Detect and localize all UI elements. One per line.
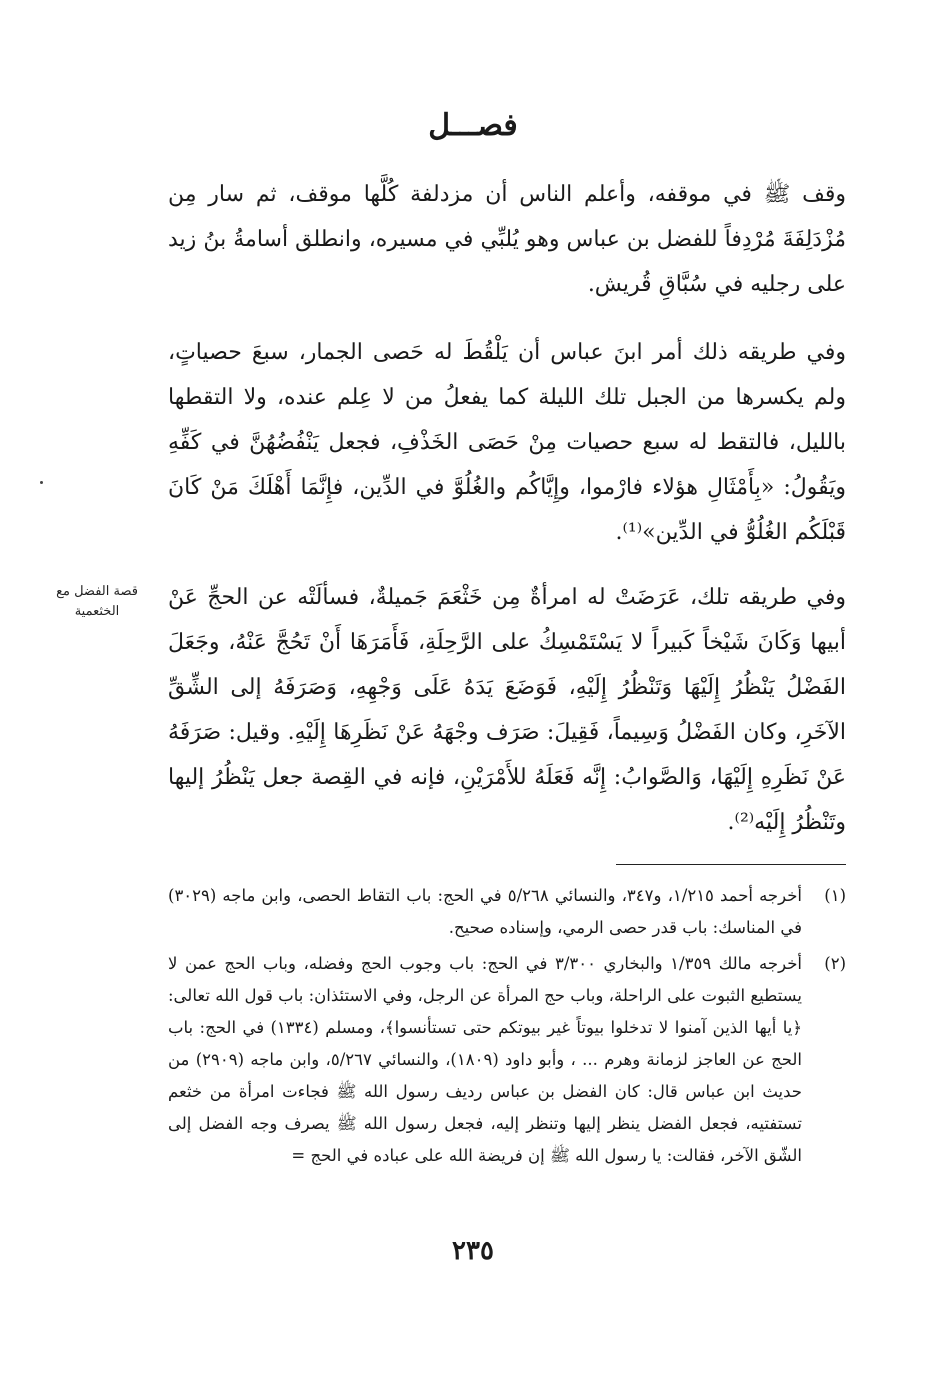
paragraph-standing-at-muzdalifa: وقف ﷺ في موقفه، وأعلم الناس أن مزدلفة كُلَّها موقف، ثم سار مِن مُزْدَلِفَةَ مُرْدِفاً للفضل بن عباس وهو يُلبِّي في مسيره، وانطلق أسامةُ بنُ زيد على رجليه في سُبَّاقِ قُريش.: [168, 182, 846, 297]
footnote: [168, 880, 846, 944]
paragraph-khathamiya-woman: وفي طريقه تلك، عَرَضَتْ له امرأةٌ مِن خَثْعَمَ جَميلةٌ، فسألَتْه عن الحجِّ عَنْ أبيها وَكَانَ شَيْخاً كَبيراً لا يَسْتَمْسِكُ على الرَّحِلَةِ، فَأَمَرَهَا أَنْ تَحُجَّ عَنْهُ، وجَعَلَ الفَضْلُ يَنْظُرُ إِلَيْهَا وَتَنْظُرُ إِلَيْهِ، فَوَضَعَ يَدَهُ عَلَى وَجْهِهِ، وَصَرَفَهُ إلى الشِّقِّ الآخَرِ، وكان الفَضْلُ وَسِيماً، فَقِيلَ: صَرَف وجْهَهُ عَنْ نَظَرِهَا إِلَيْهِ. وقيل: صَرَفَهُ عَنْ نَظَرِهِ إِلَيْهَا، وَالصَّوابُ: إِنَّه فَعَلَهُ للأَمْرَيْنِ، فإنه في القِصة جعل يَنْظُرُ إليها وتَنْظُرُ إِلَيْه⁽²⁾.: [168, 585, 846, 835]
margin-note: قصة الفضل مع الخثعمية: [56, 584, 138, 619]
scan-speck: [40, 481, 43, 484]
footnote-marker: (١): [824, 886, 846, 905]
footnote-text: أخرجه مالك ١/٣٥٩ والبخاري ٣/٣٠٠ في الحج: باب وجوب الحج وفضله، وباب الحج عمن لا يستطيع الثبوت على الراحلة، وباب حج المرأة عن الرجل، وفي الاستئذان: باب قول الله تعالى: ﴿يا أيها الذين آمنوا لا تدخلوا بيوتاً غير بيوتكم حتى تستأنسوا﴾، ومسلم (١٣٣٤) في الحج: باب الحج عن العاجز لزمانة وهرم ... ، وأبو داود (١٨٠٩)، والنسائي ٥/٢٦٧، وابن ماجه (٢٩٠٩) من حديث ابن عباس قال: كان الفضل بن عباس رديف رسول الله ﷺ فجاءت امرأة من خثعم تستفتيه، فجعل الفضل ينظر إليها وتنظر إليه، فجعل رسول الله ﷺ يصرف وجه الفضل إلى الشّق الآخر، فقالت: يا رسول الله ﷺ إن فريضة الله على عباده في الحج =: [168, 954, 803, 1165]
footnote-text: أخرجه أحمد ١/٢١٥، و٣٤٧، والنسائي ٥/٢٦٨ في الحج: باب التقاط الحصى، وابن ماجه (٣٠٢٩) في المناسك: باب قدر حصى الرمي، وإسناده صحيح.: [168, 886, 803, 937]
footnotes: [168, 880, 846, 1176]
page-number: ٢٣٥: [452, 1236, 494, 1266]
footnote-separator: [616, 864, 846, 865]
section-title: فصـــل: [428, 108, 518, 143]
paragraph-pebbles: وفي طريقه ذلك أمر ابنَ عباس أن يَلْقُطَ له حَصى الجمار، سبعَ حصياتٍ، ولم يكسرها من الجبل تلك الليلة كما يفعلُ من لا عِلم عنده، ولا التقطها بالليل، فالتقط له سبع حصيات مِنْ حَصَى الخَذْفِ، فجعل يَنْفُضُهُنَّ في كَفِّهِ ويَقُولُ: «بِأَمْثَالِ هؤلاء فارْموا، وإِيَّاكُم والغُلُوَّ في الدِّين، فإِنَّمَا أَهْلَكَ مَنْ كَانَ قَبْلَكُم الغُلُوُّ في الدِّين»⁽¹⁾.: [168, 340, 846, 545]
footnote-marker: (٢): [824, 954, 846, 973]
footnote: [168, 948, 846, 1172]
